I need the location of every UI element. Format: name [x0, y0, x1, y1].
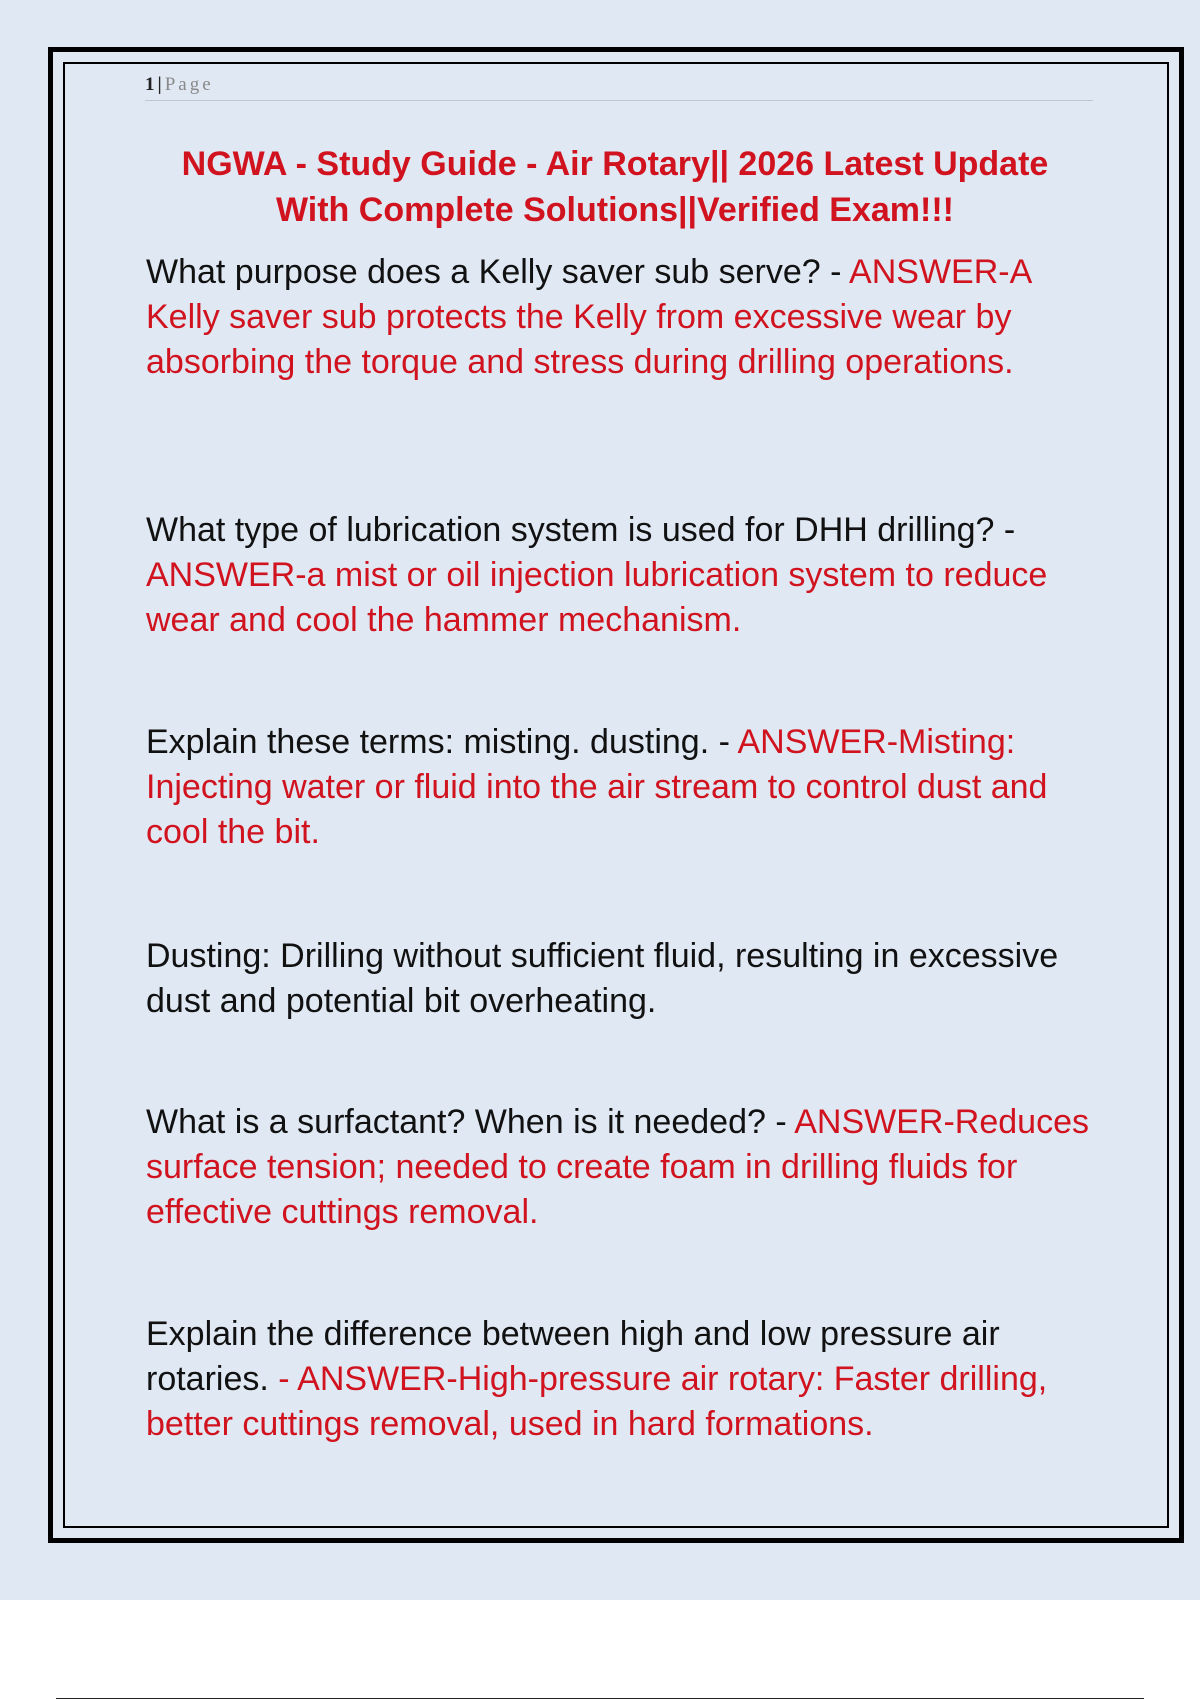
question-text: Explain these terms: misting. dusting. - — [146, 723, 738, 761]
qa-item — [146, 1100, 1094, 1235]
answer-text: ANSWER-Reduces surface tension; needed to create foam in drilling fluids for effective cuttings removal. — [146, 1103, 1089, 1231]
answer-text: ANSWER-A Kelly saver sub protects the Kelly from excessive wear by absorbing the torque and stress during drilling operations. — [146, 253, 1031, 381]
question-text: Explain the difference between high and low pressure air rotaries. — [146, 1315, 1000, 1398]
question-text: What purpose does a Kelly saver sub serve? - — [146, 253, 850, 291]
qa-item — [146, 250, 1094, 385]
answer-text: - ANSWER-High-pressure air rotary: Faster drilling, better cuttings removal, used in hard formations. — [146, 1360, 1048, 1443]
page-header — [145, 74, 1093, 101]
title-line-2: With Complete Solutions||Verified Exam!!! — [275, 191, 954, 229]
question-text: Dusting: Drilling without sufficient fluid, resulting in excessive dust and potential bit overheating. — [146, 937, 1059, 1020]
footer-rule — [56, 1698, 1144, 1699]
answer-text: ANSWER-Misting: Injecting water or fluid into the air stream to control dust and cool the bit. — [146, 723, 1048, 851]
qa-item — [146, 934, 1094, 1024]
qa-item — [146, 1312, 1094, 1447]
title-line-1: NGWA - Study Guide - Air Rotary|| 2026 Latest Update — [181, 145, 1049, 183]
page-word: Page — [164, 74, 214, 95]
answer-text: ANSWER-a mist or oil injection lubrication system to reduce wear and cool the hammer mechanism. — [146, 556, 1048, 639]
question-text: What is a surfactant? When is it needed? - — [146, 1103, 795, 1141]
page-separator: | — [157, 74, 162, 95]
question-text: What type of lubrication system is used for DHH drilling? - — [146, 511, 1016, 549]
page-number: 1 — [145, 74, 155, 95]
document-title — [120, 141, 1110, 233]
qa-item — [146, 720, 1094, 855]
qa-item — [146, 508, 1094, 643]
